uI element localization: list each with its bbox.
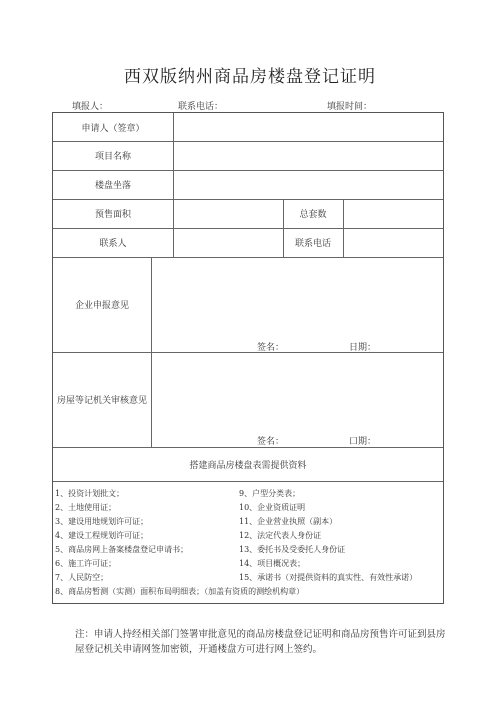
project-name-label: 项目名称 [94, 152, 131, 162]
row-divider [53, 481, 443, 482]
col-divider [173, 113, 174, 257]
contact-label: 联系人 [99, 239, 127, 249]
material-item: 6、施工许可证； [55, 559, 117, 568]
material-item: 1、投资计划批文； [55, 489, 125, 498]
material-item: 13、委托书及受委托人身份证 [239, 545, 346, 554]
registration-form-table [52, 112, 444, 604]
material-item: 8、商品房暂测（实测）面积布局明细表；（加盖有资质的测绘机构章） [55, 587, 305, 596]
location-label: 楼盘坐落 [94, 181, 131, 191]
material-item: 10、企业资质证明 [239, 503, 306, 512]
materials-section-title: 搭建商品房楼盘表需提供资料 [189, 460, 307, 471]
material-item: 12、法定代表人身份证 [239, 531, 322, 540]
phone-label: 联系电话： [178, 102, 224, 112]
company-opinion-label: 企业申报意见 [74, 301, 129, 311]
fill-time-label: 填报时间： [327, 102, 373, 112]
material-item: 2、土地使用证； [55, 503, 117, 512]
material-item: 7、人民防空； [55, 573, 109, 582]
company-sign-label: 签名： [257, 343, 285, 353]
presale-area-label: 预售面积 [94, 210, 131, 220]
material-item: 5、商品房网上备案楼盘登记申请书； [55, 545, 189, 554]
contact-phone-label: 联系电话 [294, 239, 331, 249]
total-units-label: 总套数 [299, 210, 327, 220]
applicant-label: 申请人（签章） [81, 123, 145, 134]
filler-label: 填报人： [72, 102, 109, 112]
material-item: 14、项目概况表； [239, 559, 306, 568]
registry-date-label: 口期： [349, 437, 377, 447]
col-divider [343, 199, 344, 257]
col-divider [151, 257, 152, 447]
material-item: 11、企业营业执照（副本） [239, 517, 338, 526]
material-item: 4、建设工程规划许可证； [55, 531, 149, 540]
material-item: 9、户型分类表； [239, 489, 301, 498]
registry-opinion-label: 房屋等记机关审核意见 [56, 396, 147, 406]
company-date-label: 日期： [349, 343, 377, 353]
registry-sign-label: 签名： [257, 437, 285, 447]
page-title: 西双版纳州商品房楼盘登记证明 [124, 67, 376, 87]
material-item: 3、建设用地规划许可证； [55, 517, 149, 526]
footnote: 注：申请人持经相关部门签署审批意见的商品房楼盘登记证明和商品房预售许可证到县房屋登记机关申请网签加密锁，开通楼盘方可进行网上签约。 [75, 629, 446, 655]
material-item: 15、承诺书（对提供资料的真实性、有效性承诺） [239, 573, 418, 582]
